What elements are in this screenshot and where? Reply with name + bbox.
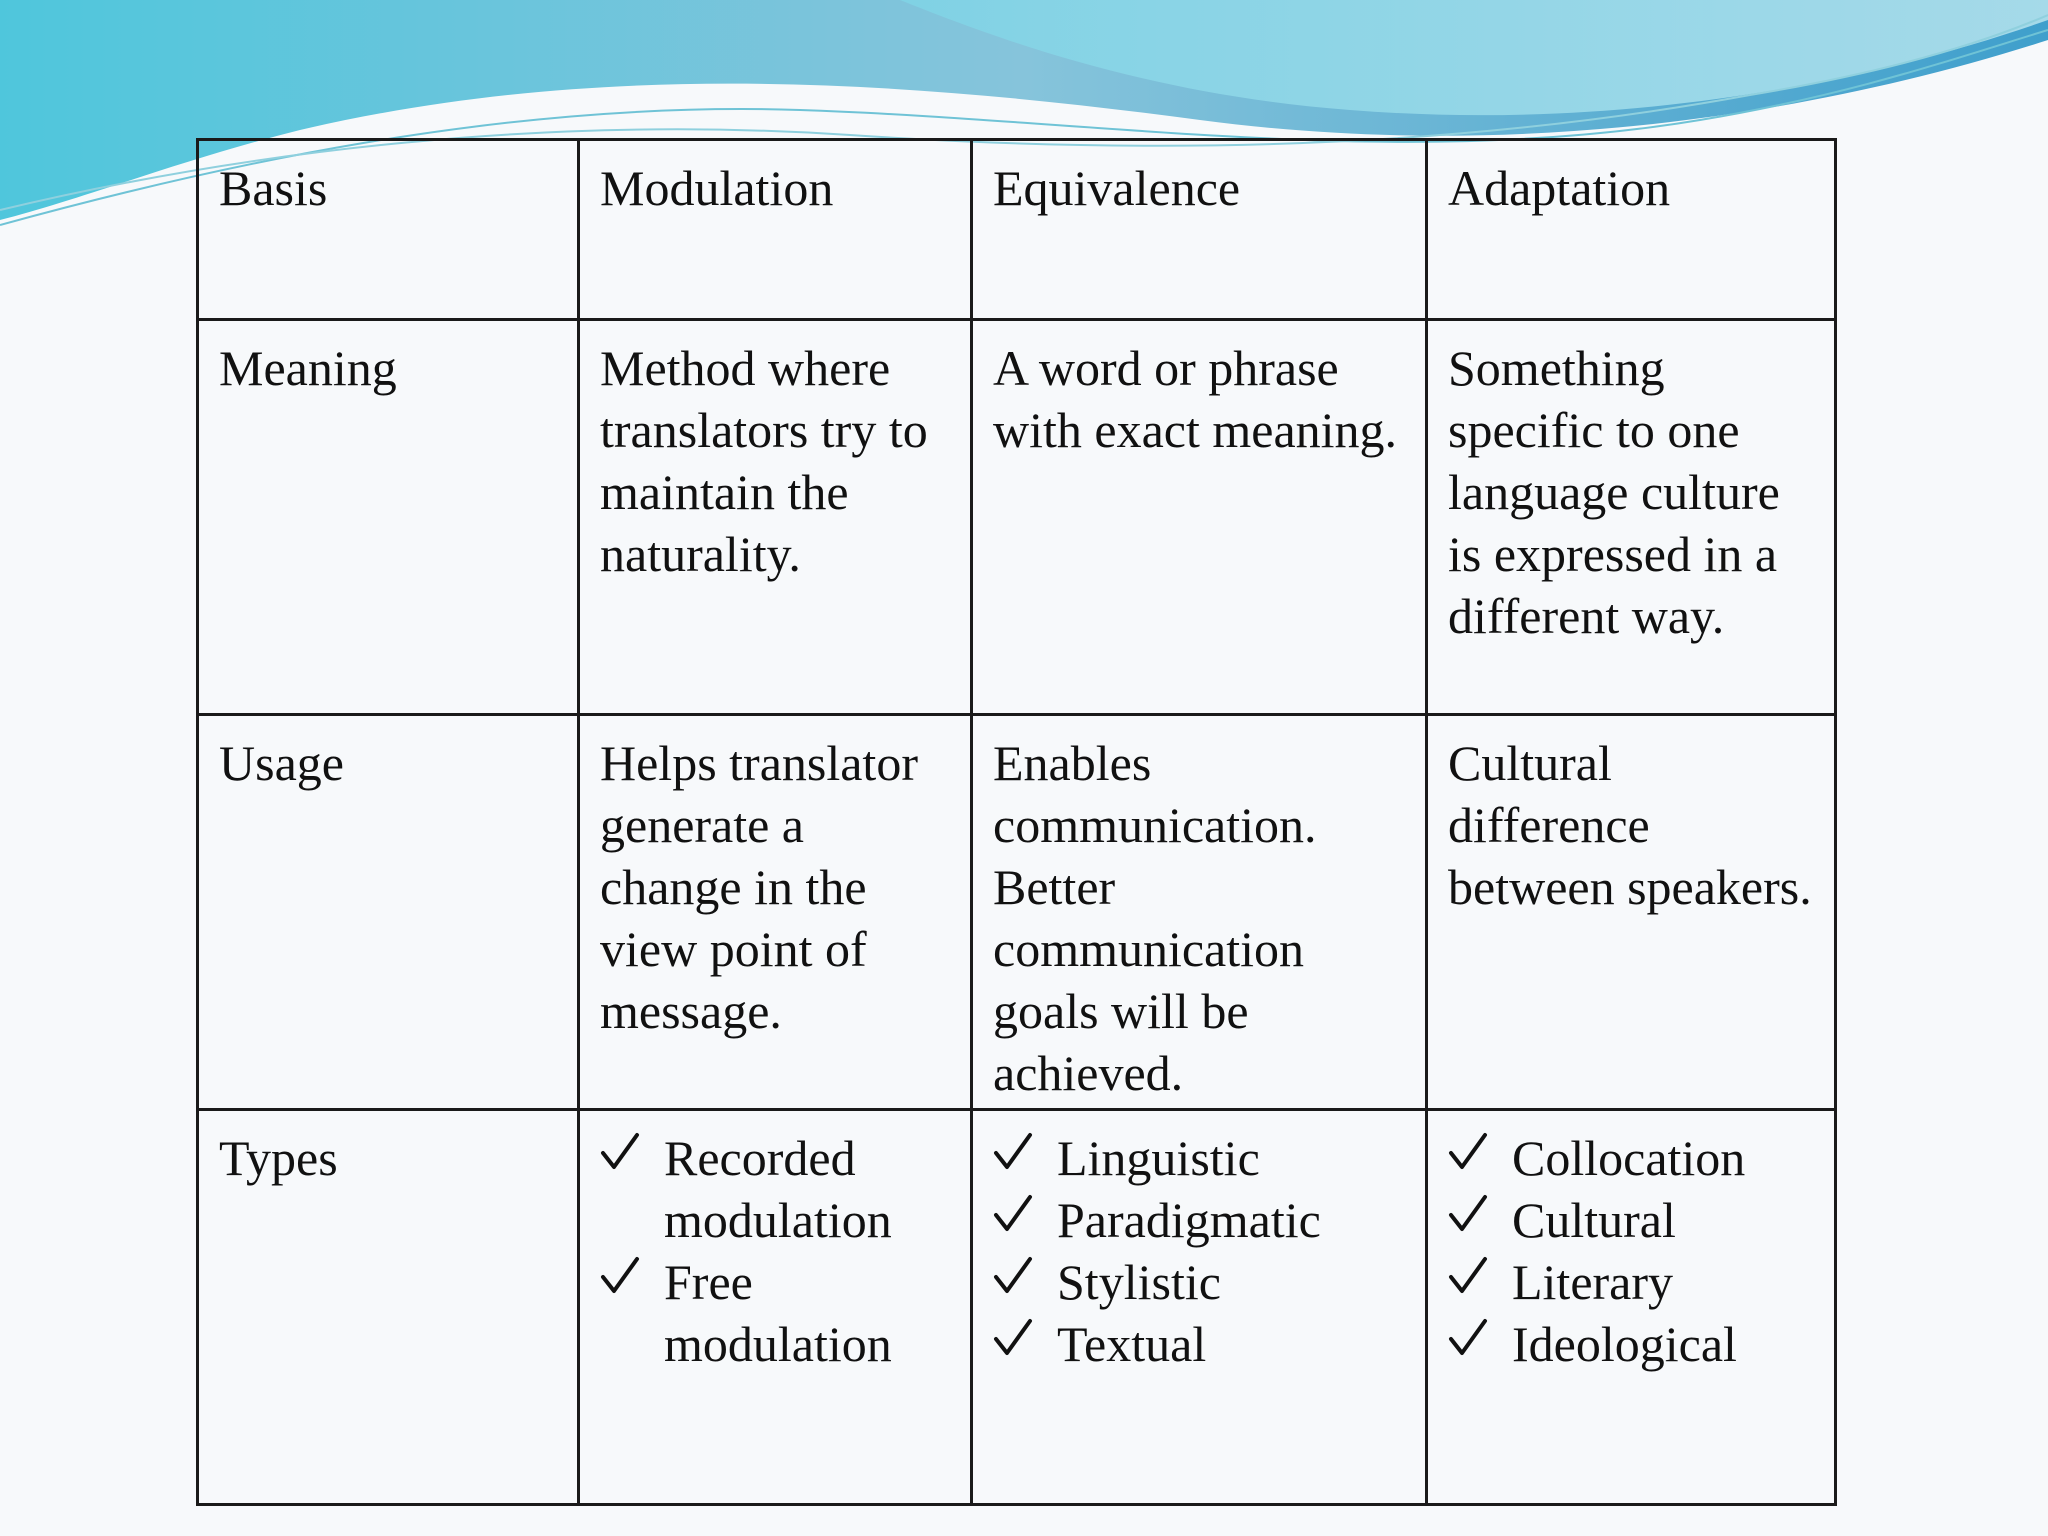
types-list-item-label: Textual <box>1057 1316 1207 1372</box>
header-basis: Basis <box>198 140 579 320</box>
types-equivalence-cell <box>972 1110 1427 1505</box>
types-list-item <box>600 1127 950 1251</box>
usage-label: Usage <box>198 715 579 1110</box>
types-list-item <box>1448 1127 1814 1189</box>
table-row-types <box>198 1110 1836 1505</box>
types-adaptation-cell <box>1427 1110 1836 1505</box>
types-modulation-cell <box>579 1110 972 1505</box>
check-icon <box>1448 1189 1488 1251</box>
types-list-item <box>1448 1251 1814 1313</box>
meaning-label: Meaning <box>198 320 579 715</box>
check-icon <box>1448 1127 1488 1189</box>
meaning-adaptation: Something specific to one language culture is expressed in a different way. <box>1427 320 1836 715</box>
header-modulation: Modulation <box>579 140 972 320</box>
types-list-item <box>993 1313 1405 1375</box>
comparison-table <box>196 138 1837 1506</box>
types-list-item <box>993 1189 1405 1251</box>
types-list-item-label: Literary <box>1512 1254 1674 1310</box>
types-list-item-label: Collocation <box>1512 1130 1746 1186</box>
types-list-item-label: Stylistic <box>1057 1254 1221 1310</box>
types-list-item <box>1448 1313 1814 1375</box>
table-row-usage <box>198 715 1836 1110</box>
usage-equivalence: Enables communication. Better communication goals will be achieved. <box>972 715 1427 1110</box>
table-row-meaning <box>198 320 1836 715</box>
header-adaptation: Adaptation <box>1427 140 1836 320</box>
types-modulation-list <box>600 1127 950 1375</box>
types-list-item <box>600 1251 950 1375</box>
usage-modulation: Helps translator generate a change in the view point of message. <box>579 715 972 1110</box>
usage-adaptation: Cultural difference between speakers. <box>1427 715 1836 1110</box>
table-row-header <box>198 140 1836 320</box>
check-icon <box>600 1251 640 1313</box>
types-equivalence-list <box>993 1127 1405 1375</box>
check-icon <box>993 1251 1033 1313</box>
check-icon <box>600 1127 640 1189</box>
header-equivalence: Equivalence <box>972 140 1427 320</box>
types-list-item <box>993 1127 1405 1189</box>
meaning-equivalence: A word or phrase with exact meaning. <box>972 320 1427 715</box>
check-icon <box>993 1313 1033 1375</box>
types-list-item-label: Recorded modulation <box>664 1130 892 1248</box>
check-icon <box>1448 1313 1488 1375</box>
check-icon <box>993 1127 1033 1189</box>
types-list-item-label: Ideological <box>1512 1316 1737 1372</box>
types-label: Types <box>198 1110 579 1505</box>
types-list-item-label: Linguistic <box>1057 1130 1260 1186</box>
types-list-item-label: Paradigmatic <box>1057 1192 1321 1248</box>
types-list-item-label: Free modulation <box>664 1254 892 1372</box>
types-list-item-label: Cultural <box>1512 1192 1676 1248</box>
types-list-item <box>1448 1189 1814 1251</box>
types-list-item <box>993 1251 1405 1313</box>
meaning-modulation: Method where translators try to maintain the naturality. <box>579 320 972 715</box>
types-adaptation-list <box>1448 1127 1814 1375</box>
check-icon <box>993 1189 1033 1251</box>
check-icon <box>1448 1251 1488 1313</box>
